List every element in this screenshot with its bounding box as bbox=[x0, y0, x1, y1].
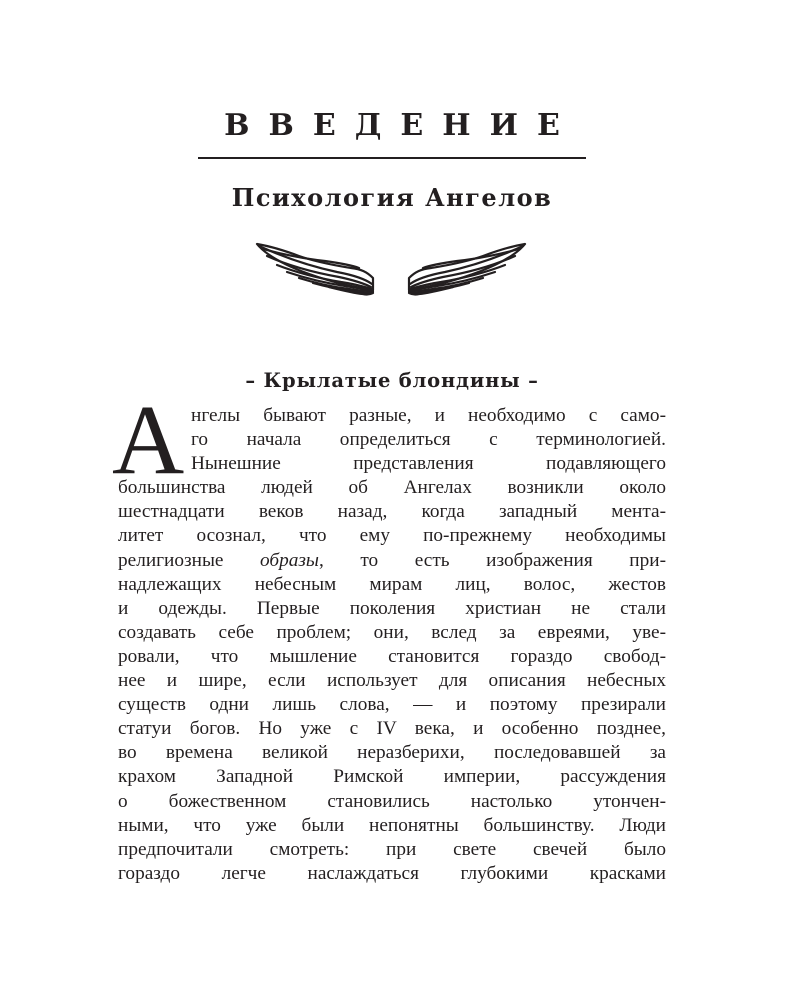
text-line: Нынешние представления подавляющего bbox=[191, 453, 666, 475]
title-rule bbox=[198, 157, 586, 159]
emphasis-text: образы bbox=[260, 549, 319, 571]
text-line: шестнадцати веков назад, когда западный мента- bbox=[118, 501, 666, 523]
body-paragraph bbox=[118, 404, 666, 886]
chapter-title: ВВЕДЕНИЕ bbox=[224, 108, 579, 143]
text-line: статуи богов. Но уже с IV века, и особенно позднее, bbox=[118, 718, 666, 740]
text-segment: , то есть изображения при- bbox=[318, 549, 667, 571]
text-line: го начала определиться с терминологией. bbox=[191, 429, 666, 451]
text-line: о божественном становились настолько утончен- bbox=[118, 790, 666, 812]
text-line: надлежащих небесным мирам лиц, волос, жестов bbox=[118, 573, 666, 595]
text-line: создавать себе проблем; они, вслед за евреями, уве- bbox=[118, 621, 666, 643]
text-line: предпочитали смотреть: при свете свечей было bbox=[118, 838, 666, 860]
text-line: нее и шире, если использует для описания небесных bbox=[118, 670, 666, 692]
text-line: ровали, что мышление становится гораздо свобод- bbox=[118, 645, 666, 667]
text-line: крахом Западной Римской империи, рассуждения bbox=[118, 766, 666, 788]
drop-cap-letter: А bbox=[112, 384, 185, 495]
text-line: гораздо легче наслаждаться глубокими красками bbox=[118, 862, 666, 884]
text-segment: религиозные bbox=[118, 549, 261, 571]
text-line: во времена великой неразберихи, последовавшей за bbox=[118, 742, 666, 764]
text-line: и одежды. Первые поколения христиан не стали bbox=[118, 597, 666, 619]
text-line: нгелы бывают разные, и необходимо с само- bbox=[191, 405, 666, 426]
text-line: литет осознал, что ему по-прежнему необходимы bbox=[118, 525, 666, 547]
text-line: большинства людей об Ангелах возникли около bbox=[118, 477, 666, 499]
angel-wings-icon bbox=[255, 236, 527, 300]
text-line bbox=[118, 549, 666, 573]
text-line: существ одни лишь слова, — и поэтому презирали bbox=[118, 694, 666, 716]
chapter-subtitle: Психология Ангелов bbox=[231, 183, 553, 212]
section-heading: – Крылатые блондины – bbox=[245, 369, 539, 392]
text-line: ными, что уже были непонятны большинству. Люди bbox=[118, 814, 666, 836]
